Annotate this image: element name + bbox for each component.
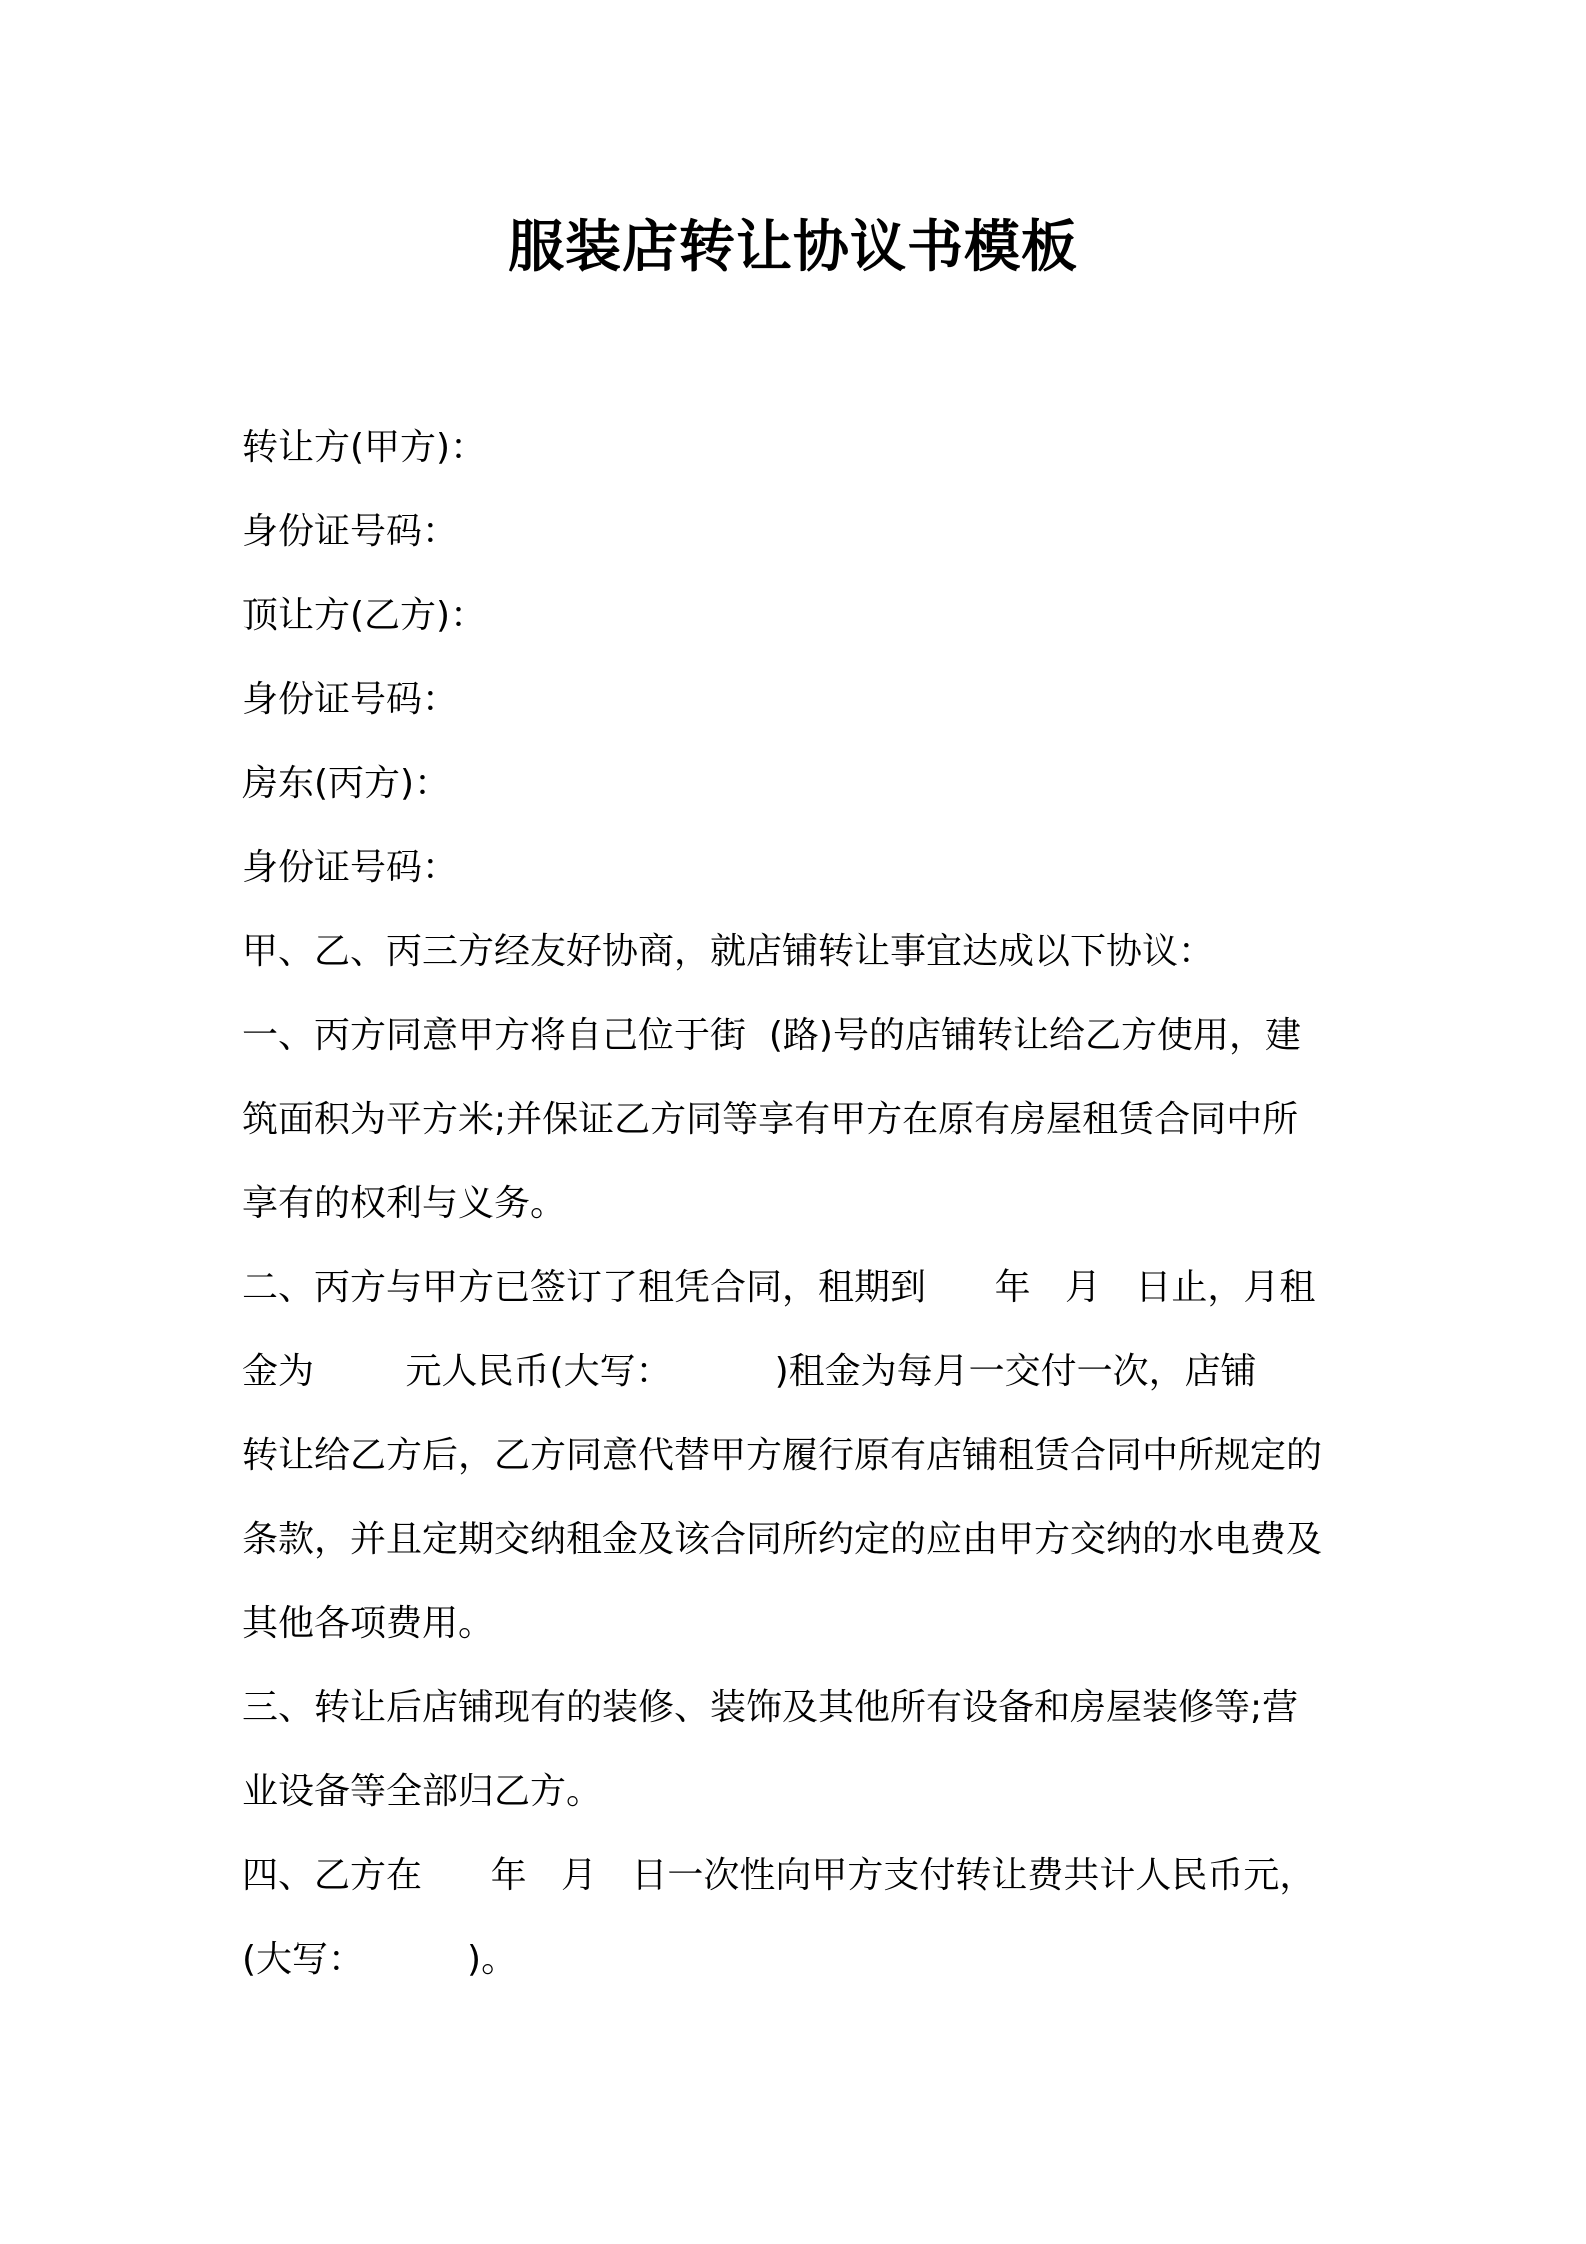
clause-2-line-4: 条款，并且定期交纳租金及该合同所约定的应由甲方交纳的水电费及	[242, 1519, 1323, 1560]
document-body	[242, 406, 1362, 2002]
party-c-id-label: 身份证号码：	[242, 847, 459, 888]
document-title: 服装店转让协议书模板	[508, 215, 1078, 280]
clause-4-line-1: 四、乙方在 年 月 日一次性向甲方支付转让费共计人民币元，	[242, 1855, 1316, 1896]
clause-1-line-2: 筑面积为平方米;并保证乙方同等享有甲方在原有房屋租赁合同中所	[242, 1099, 1299, 1140]
clause-2-line-3: 转让给乙方后，乙方同意代替甲方履行原有店铺租赁合同中所规定的	[242, 1435, 1323, 1476]
party-b-id-label: 身份证号码：	[242, 679, 459, 720]
clause-2-line-5: 其他各项费用。	[242, 1603, 495, 1644]
clause-2-line-1: 二、丙方与甲方已签订了租凭合同，租期到 年 月 日止，月租	[242, 1267, 1316, 1308]
clause-1-line-1: 一、丙方同意甲方将自己位于街 (路)号的店铺转让给乙方使用，建	[242, 1015, 1301, 1056]
clause-3-line-1: 三、转让后店铺现有的装修、装饰及其他所有设备和房屋装修等;营	[242, 1687, 1299, 1728]
agreement-intro: 甲、乙、丙三方经友好协商，就店铺转让事宜达成以下协议：	[242, 931, 1215, 972]
clause-4-line-2: (大写： )。	[242, 1939, 518, 1980]
party-a-id-label: 身份证号码：	[242, 511, 459, 552]
party-c-label: 房东(丙方)：	[242, 763, 451, 804]
clause-3-line-2: 业设备等全部归乙方。	[242, 1771, 603, 1812]
party-b-label: 顶让方(乙方)：	[242, 595, 487, 636]
clause-1-line-3: 享有的权利与义务。	[242, 1183, 567, 1224]
clause-2-line-2: 金为 元人民币(大写： )租金为每月一交付一次，店铺	[242, 1351, 1257, 1392]
party-a-label: 转让方(甲方)：	[242, 427, 487, 468]
